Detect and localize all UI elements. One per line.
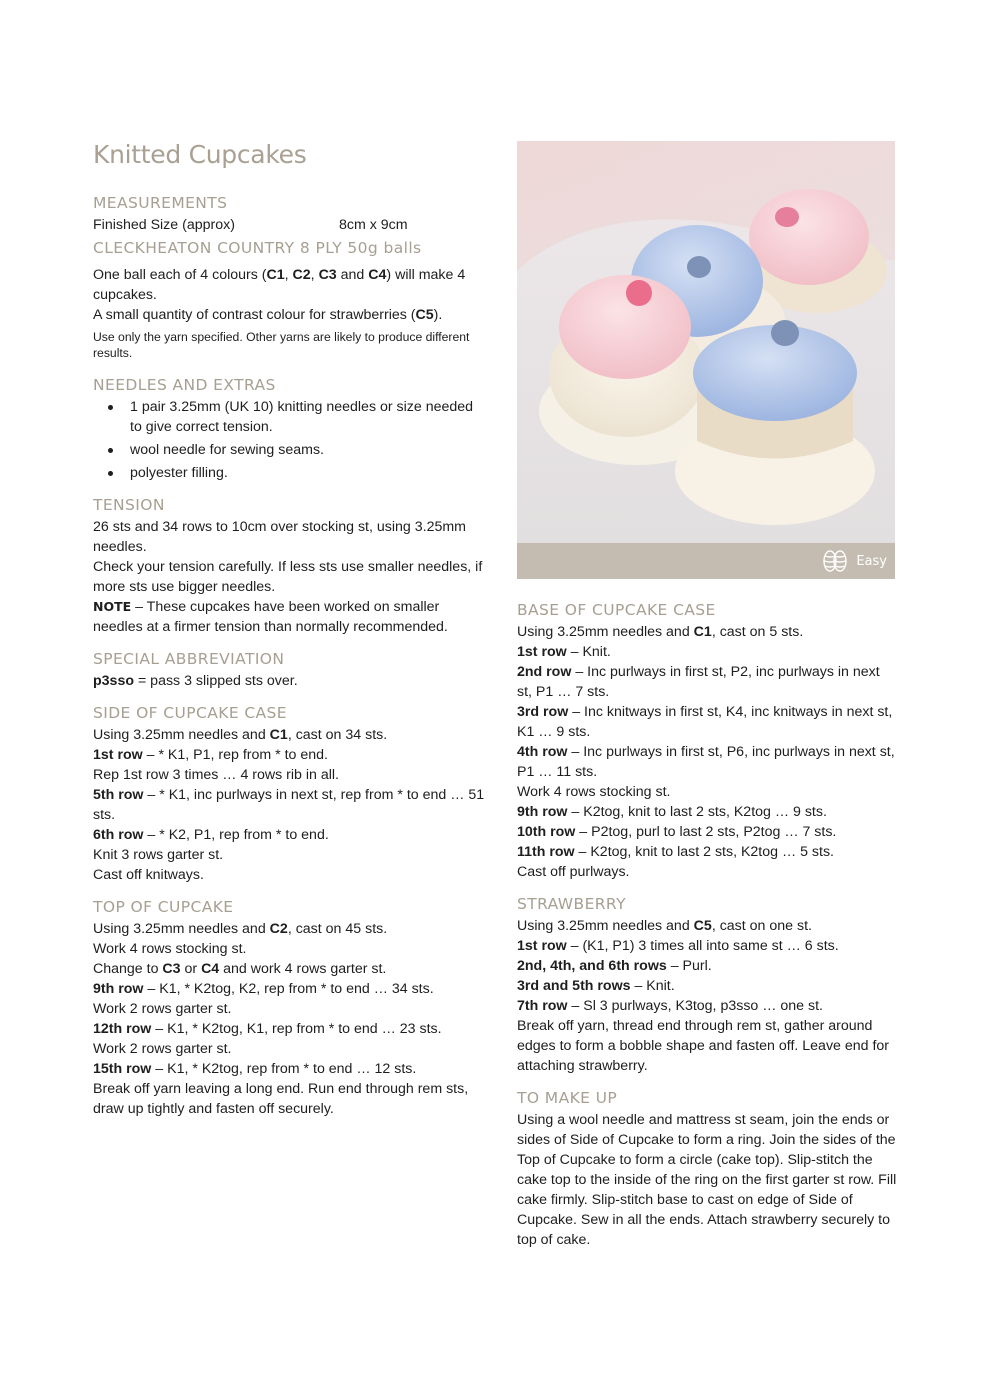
- base-heading: BASE OF CUPCAKE CASE: [517, 601, 716, 619]
- needles-heading: NEEDLES AND EXTRAS: [93, 376, 276, 394]
- instruction-line: [93, 725, 485, 745]
- bold-term: C1: [693, 624, 712, 640]
- difficulty-bar: [517, 543, 895, 579]
- bold-term: p3sso: [93, 673, 135, 689]
- list-item-text: wool needle for sewing seams.: [130, 442, 324, 458]
- top-heading: TOP OF CUPCAKE: [93, 898, 234, 916]
- instruction-line: [93, 959, 485, 979]
- measurements-section: [93, 193, 485, 235]
- bold-term: 4th row: [517, 744, 568, 760]
- bold-term: C4: [201, 961, 220, 977]
- bold-term: 6th row: [93, 827, 144, 843]
- instruction-line: [517, 976, 897, 996]
- note-label: NOTE: [93, 599, 132, 614]
- cupcakes-photo: [517, 141, 895, 543]
- strawberry-section: [517, 894, 897, 1076]
- text-run: Cast off knitways.: [93, 867, 204, 883]
- bold-term: 12th row: [93, 1021, 152, 1037]
- note-text: – These cupcakes have been worked on smaller needles at a firmer tension than normally recommended.: [93, 599, 448, 635]
- instruction-line: [93, 1059, 485, 1079]
- instruction-line: [93, 919, 485, 939]
- text-run: – * K1, P1, rep from * to end.: [142, 747, 328, 763]
- text-run: – K2tog, knit to last 2 sts, K2tog … 5 sts.: [574, 844, 835, 860]
- yarn-heading: CLECKHEATON COUNTRY 8 PLY 50g balls: [93, 239, 422, 257]
- bold-term: C3: [318, 267, 337, 283]
- instruction-line: [93, 865, 485, 885]
- instruction-line: [517, 622, 897, 642]
- tension-section: [93, 495, 485, 637]
- instruction-line: [93, 671, 485, 691]
- text-run: – Inc knitways in first st, K4, inc knitways in next st, K1 … 9 sts.: [517, 704, 893, 740]
- left-column: [93, 140, 485, 1128]
- bold-term: C1: [266, 267, 285, 283]
- instruction-line: [93, 1019, 485, 1039]
- makeup-text: [517, 1110, 897, 1250]
- instruction-line: [517, 936, 897, 956]
- text-run: 26 sts and 34 rows to 10cm over stocking st, using 3.25mm needles.: [93, 519, 466, 555]
- instruction-line: [93, 765, 485, 785]
- instruction-line: [517, 842, 897, 862]
- bold-term: 2nd row: [517, 664, 572, 680]
- instruction-line: [517, 996, 897, 1016]
- text-run: Work 4 rows stocking st.: [517, 784, 671, 800]
- bold-term: 15th row: [93, 1061, 152, 1077]
- instruction-line: [517, 642, 897, 662]
- bold-term: C5: [693, 918, 712, 934]
- bullet-icon: [108, 448, 113, 453]
- side-section: [93, 703, 485, 885]
- top-section: [93, 897, 485, 1119]
- instruction-line: [517, 742, 897, 782]
- list-item: [130, 440, 485, 460]
- text-run: ).: [433, 307, 443, 323]
- bullet-icon: [108, 405, 113, 410]
- instruction-line: [517, 862, 897, 882]
- list-item: [130, 397, 485, 437]
- tension-heading: TENSION: [93, 496, 165, 514]
- bold-term: 10th row: [517, 824, 576, 840]
- measurements-heading: MEASUREMENTS: [93, 194, 228, 212]
- text-run: Using 3.25mm needles and: [517, 624, 694, 640]
- bold-term: 3rd and 5th rows: [517, 978, 631, 994]
- text-run: ) will make 4 cupcakes.: [93, 267, 466, 303]
- cupcakes-illustration: [517, 141, 895, 543]
- text-run: Using 3.25mm needles and: [517, 918, 694, 934]
- instruction-line: [93, 1079, 485, 1119]
- text-run: and: [336, 267, 369, 283]
- yarn-section: [93, 238, 485, 361]
- text-run: Break off yarn, thread end through rem st, gather around edges to form a bobble shape and fasten off. Leave end for attaching strawberry.: [517, 1018, 890, 1074]
- text-run: One ball each of 4 colours (: [93, 267, 267, 283]
- instruction-line: [517, 782, 897, 802]
- bold-term: C1: [269, 727, 288, 743]
- bold-term: C2: [292, 267, 311, 283]
- yarn-note: Use only the yarn specified. Other yarns are likely to produce different results.: [93, 330, 470, 360]
- instruction-line: [517, 822, 897, 842]
- strawberry-text: [517, 916, 897, 1076]
- instruction-line: [93, 265, 485, 305]
- yarn-ball-icon: [822, 548, 848, 574]
- instruction-line: [93, 1039, 485, 1059]
- instruction-line: [93, 979, 485, 999]
- bold-term: 1st row: [517, 644, 567, 660]
- text-run: – * K2, P1, rep from * to end.: [143, 827, 329, 843]
- side-heading: SIDE OF CUPCAKE CASE: [93, 704, 287, 722]
- text-run: – Knit.: [630, 978, 675, 994]
- instruction-line: [517, 702, 897, 742]
- text-run: – (K1, P1) 3 times all into same st … 6 sts.: [566, 938, 839, 954]
- bold-term: 3rd row: [517, 704, 569, 720]
- text-run: or: [180, 961, 202, 977]
- text-run: Cast off purlways.: [517, 864, 630, 880]
- abbreviation-heading: SPECIAL ABBREVIATION: [93, 650, 285, 668]
- bold-term: 11th row: [517, 844, 575, 860]
- text-run: – K1, * K2tog, K2, rep from * to end … 34 sts.: [143, 981, 434, 997]
- text-run: Rep 1st row 3 times … 4 rows rib in all.: [93, 767, 339, 783]
- text-run: Change to: [93, 961, 163, 977]
- instruction-line: [517, 662, 897, 702]
- instruction-line: [93, 845, 485, 865]
- strawberry-heading: STRAWBERRY: [517, 895, 626, 913]
- text-run: – P2tog, purl to last 2 sts, P2tog … 7 sts.: [575, 824, 837, 840]
- bold-term: C3: [162, 961, 181, 977]
- list-item-text: 1 pair 3.25mm (UK 10) knitting needles or size needed to give correct tension.: [130, 399, 474, 435]
- list-item-text: polyester filling.: [130, 465, 228, 481]
- text-run: , cast on 45 sts.: [287, 921, 388, 937]
- text-run: Using 3.25mm needles and: [93, 727, 270, 743]
- bold-term: 5th row: [93, 787, 144, 803]
- instruction-line: [517, 1016, 897, 1076]
- text-run: – Inc purlways in first st, P6, inc purlways in next st, P1 … 11 sts.: [517, 744, 895, 780]
- instruction-line: [93, 939, 485, 959]
- text-run: – K2tog, knit to last 2 sts, K2tog … 9 sts.: [567, 804, 827, 820]
- needles-section: [93, 375, 485, 483]
- bold-term: 2nd, 4th, and 6th rows: [517, 958, 667, 974]
- text-run: Work 2 rows garter st.: [93, 1041, 232, 1057]
- text-run: A small quantity of contrast colour for strawberries (: [93, 307, 416, 323]
- tension-note: [93, 597, 485, 637]
- instruction-line: [517, 1110, 897, 1250]
- text-run: – * K1, inc purlways in next st, rep from * to end … 51 sts.: [93, 787, 485, 823]
- base-text: [517, 622, 897, 882]
- abbreviation-text: [93, 671, 485, 691]
- text-run: – K1, * K2tog, K1, rep from * to end … 23 sts.: [151, 1021, 442, 1037]
- list-item: [130, 463, 485, 483]
- cupcake-blue-front: [675, 320, 875, 525]
- makeup-section: [517, 1088, 897, 1250]
- instruction-line: [93, 305, 485, 325]
- text-run: , cast on 34 sts.: [287, 727, 388, 743]
- finished-size-label: Finished Size (approx): [93, 217, 235, 233]
- text-run: – Knit.: [566, 644, 611, 660]
- text-run: ,: [310, 267, 319, 283]
- text-run: – Inc purlways in first st, P2, inc purlways in next st, P1 … 7 sts.: [517, 664, 880, 700]
- instruction-line: [93, 557, 485, 597]
- text-run: Check your tension carefully. If less sts use smaller needles, if more sts use bigger needles.: [93, 559, 483, 595]
- bold-term: 1st row: [93, 747, 143, 763]
- instruction-line: [93, 999, 485, 1019]
- text-run: ,: [284, 267, 293, 283]
- side-text: [93, 725, 485, 885]
- page-title: Knitted Cupcakes: [93, 140, 307, 169]
- bold-term: C2: [269, 921, 288, 937]
- finished-size-row: [93, 215, 485, 235]
- text-run: Using a wool needle and mattress st seam, join the ends or sides of Side of Cupcake to form a ring. Join the sides of the Top of Cupcake to form a circle (cake top). Slip-stitch the cake top to the inside of the ring on the first garter st row. Fill cake firmly. Slip-stitch base to cast on edge of Side of Cupcake. Sew in all the ends. Attach strawberry securely to top of cake.: [517, 1112, 897, 1248]
- bold-term: 9th row: [517, 804, 568, 820]
- text-run: Knit 3 rows garter st.: [93, 847, 224, 863]
- needles-list: [93, 397, 485, 483]
- bold-term: 9th row: [93, 981, 144, 997]
- instruction-line: [93, 517, 485, 557]
- text-run: , cast on one st.: [711, 918, 812, 934]
- instruction-line: [517, 916, 897, 936]
- bullet-icon: [108, 471, 113, 476]
- text-run: Work 4 rows stocking st.: [93, 941, 247, 957]
- abbreviation-section: [93, 649, 485, 691]
- text-run: = pass 3 slipped sts over.: [134, 673, 298, 689]
- bold-term: 7th row: [517, 998, 568, 1014]
- difficulty-label: Easy: [856, 553, 887, 569]
- instruction-line: [93, 785, 485, 825]
- text-run: – Sl 3 purlways, K3tog, p3sso … one st.: [567, 998, 823, 1014]
- text-run: Break off yarn leaving a long end. Run end through rem sts, draw up tightly and fasten off securely.: [93, 1081, 469, 1117]
- text-run: – K1, * K2tog, rep from * to end … 12 sts.: [151, 1061, 417, 1077]
- bold-term: C5: [415, 307, 434, 323]
- base-section: [517, 600, 897, 882]
- makeup-heading: TO MAKE UP: [517, 1089, 618, 1107]
- yarn-text: [93, 265, 485, 325]
- top-text: [93, 919, 485, 1119]
- instruction-line: [93, 825, 485, 845]
- instruction-line: [517, 802, 897, 822]
- finished-size-value: 8cm x 9cm: [339, 217, 408, 233]
- instruction-line: [517, 956, 897, 976]
- text-run: Using 3.25mm needles and: [93, 921, 270, 937]
- right-column: [517, 600, 897, 1259]
- text-run: Work 2 rows garter st.: [93, 1001, 232, 1017]
- text-run: , cast on 5 sts.: [711, 624, 804, 640]
- bold-term: C4: [368, 267, 387, 283]
- tension-text: [93, 517, 485, 597]
- text-run: – Purl.: [666, 958, 712, 974]
- bold-term: 1st row: [517, 938, 567, 954]
- text-run: and work 4 rows garter st.: [219, 961, 387, 977]
- instruction-line: [93, 745, 485, 765]
